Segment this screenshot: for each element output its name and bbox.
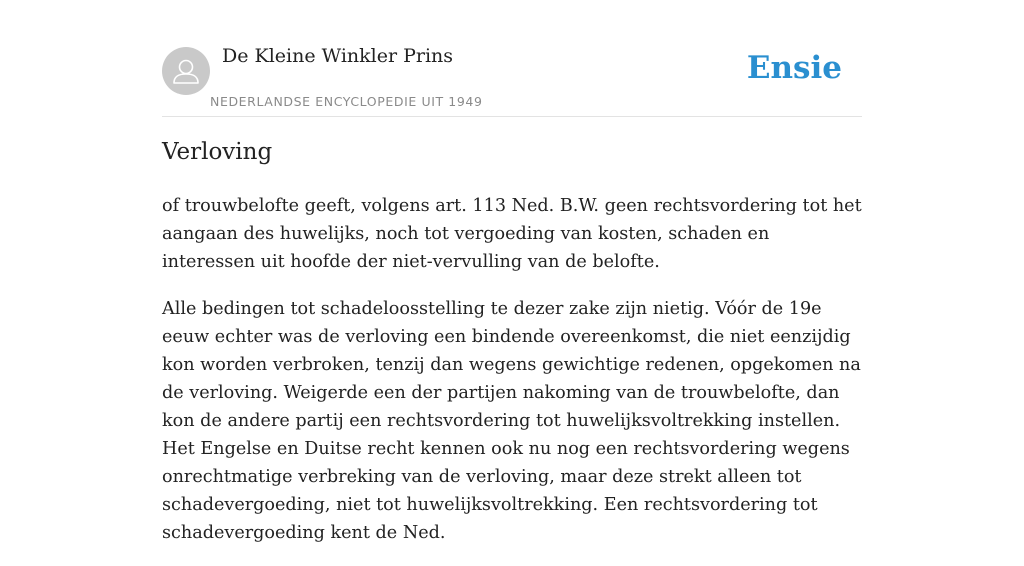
article-paragraph: Alle bedingen tot schadeloosstelling te dezer zake zijn nietig. Vóór de 19e eeuw echter was de verloving een bindende overeenkomst, die niet eenzijdig kon worden verbroken, tenzij dan wegens gewichtige redenen, opgekomen na de verloving. Weigerde een der partijen nakoming van de trouwbelofte, dan kon de andere partij een rechtsvordering tot huwelijksvoltrekking instellen. Het Engelse en Duitse recht kennen ook nu nog een rechtsvordering wegens onrechtmatige verbreking van de verloving, maar deze strekt alleen tot schadevergoeding, niet tot huwelijksvoltrekking. Een rechtsvordering tot schadevergoeding kent de Ned.: [162, 299, 861, 543]
user-icon-svg: [162, 47, 210, 95]
source-subtitle: NEDERLANDSE ENCYCLOPEDIE UIT 1949: [210, 94, 483, 109]
article-body: [162, 192, 862, 566]
user-icon[interactable]: [162, 47, 210, 95]
ensie-logo[interactable]: Ensie: [746, 50, 842, 86]
header: [162, 0, 862, 117]
source-title[interactable]: De Kleine Winkler Prins: [222, 45, 454, 67]
article-paragraph: of trouwbelofte geeft, volgens art. 113 Ned. B.W. geen rechtsvordering tot het aangaan des huwelijks, noch tot vergoeding van kosten, schaden en interessen uit hoofde der niet-vervulling van de belofte.: [162, 196, 862, 272]
article-title: Verloving: [162, 139, 273, 165]
